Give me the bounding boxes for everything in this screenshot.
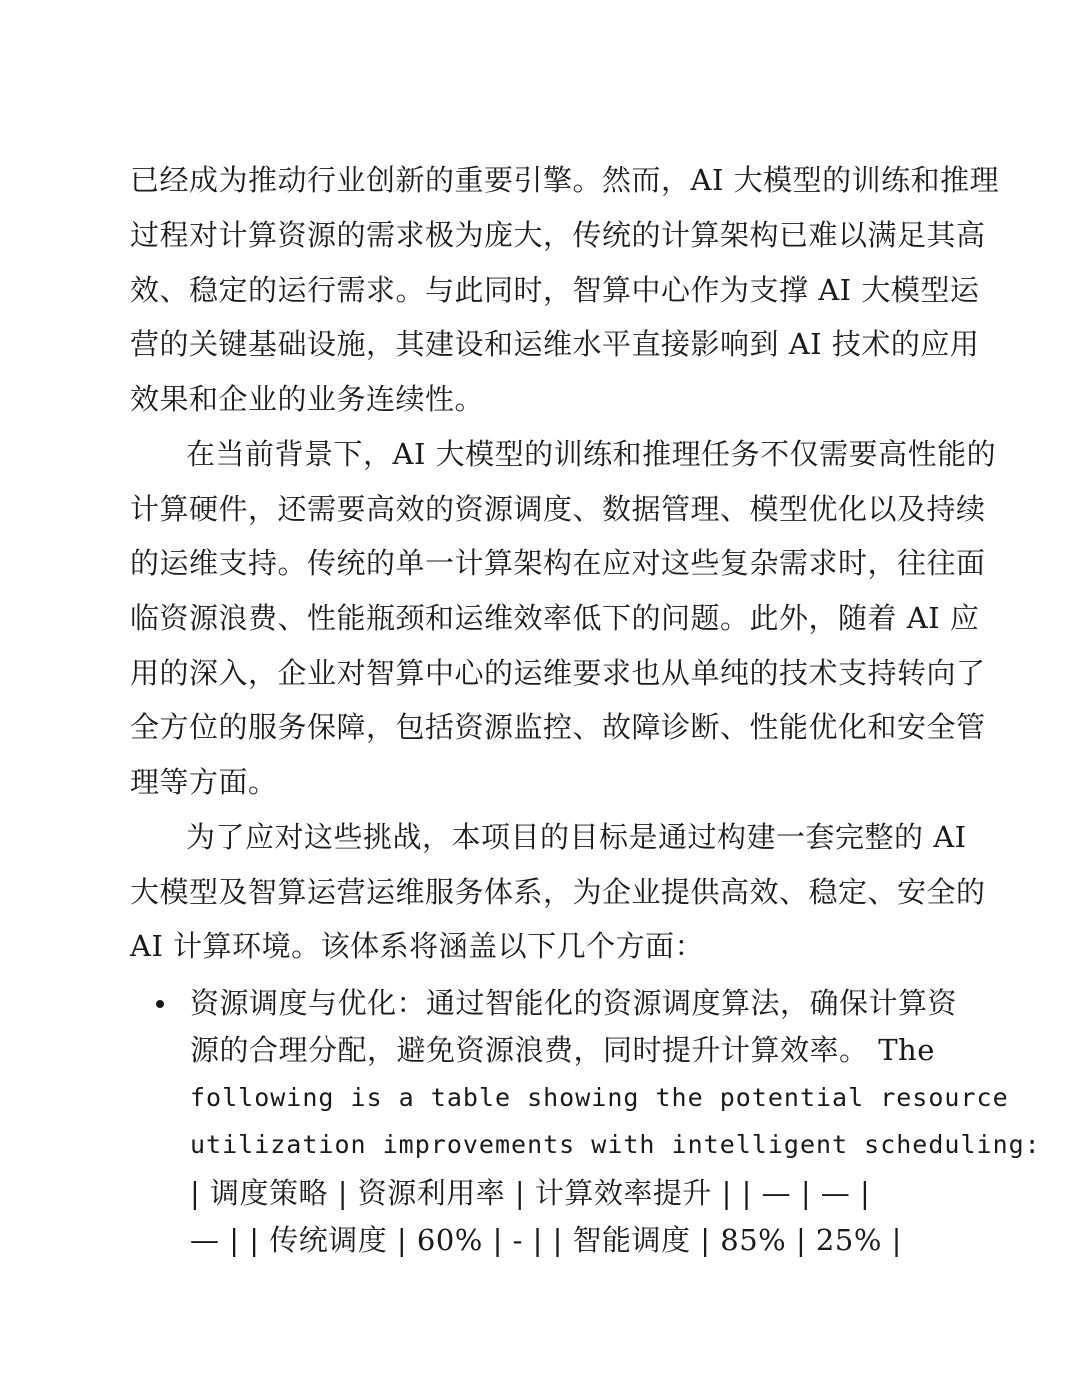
paragraph-1-line-2: 过程对计算资源的需求极为庞大，传统的计算架构已难以满足其高 (130, 218, 986, 252)
bullet-line-1: 资源调度与优化：通过智能化的资源调度算法，确保计算资 (190, 986, 958, 1020)
bullet-line-5: | 调度策略 | 资源利用率 | 计算效率提升 | | — | — | (190, 1176, 871, 1210)
bullet-line-3: following is a table showing the potential resource (190, 1083, 1009, 1112)
paragraph-1-line-1: 已经成为推动行业创新的重要引擎。然而，AI 大模型的训练和推理 (130, 163, 1000, 197)
bullet-line-2: 源的合理分配，避免资源浪费，同时提升计算效率。 The (190, 1033, 935, 1067)
paragraph-2-line-7: 理等方面。 (130, 765, 278, 799)
bullet-line-6: — | | 传统调度 | 60% | - | | 智能调度 | 85% | 25% | (190, 1223, 902, 1257)
paragraph-1-line-4: 营的关键基础设施，其建设和运维水平直接影响到 AI 技术的应用 (130, 327, 980, 361)
paragraph-3-line-2: 大模型及智算运营运维服务体系，为企业提供高效、稳定、安全的 (130, 875, 986, 909)
bullet-dot-icon (156, 1000, 164, 1008)
paragraph-2-line-2: 计算硬件，还需要高效的资源调度、数据管理、模型优化以及持续 (130, 492, 986, 526)
paragraph-2-line-3: 的运维支持。传统的单一计算架构在应对这些复杂需求时，往往面 (130, 546, 986, 580)
paragraph-2-line-5: 用的深入，企业对智算中心的运维要求也从单纯的技术支持转向了 (130, 656, 986, 690)
paragraph-2-line-1: 在当前背景下，AI 大模型的训练和推理任务不仅需要高性能的 (186, 437, 997, 471)
paragraph-3-line-1: 为了应对这些挑战，本项目的目标是通过构建一套完整的 AI (186, 820, 967, 854)
paragraph-1-line-3: 效、稳定的运行需求。与此同时，智算中心作为支撑 AI 大模型运 (130, 273, 980, 307)
bullet-line-4: utilization improvements with intelligent scheduling: (190, 1130, 1041, 1159)
paragraph-2-line-6: 全方位的服务保障，包括资源监控、故障诊断、性能优化和安全管 (130, 710, 986, 744)
paragraph-1-line-5: 效果和企业的业务连续性。 (130, 382, 485, 416)
paragraph-2-line-4: 临资源浪费、性能瓶颈和运维效率低下的问题。此外，随着 AI 应 (130, 601, 980, 635)
paragraph-3-line-3: AI 计算环境。该体系将涵盖以下几个方面： (130, 929, 705, 963)
